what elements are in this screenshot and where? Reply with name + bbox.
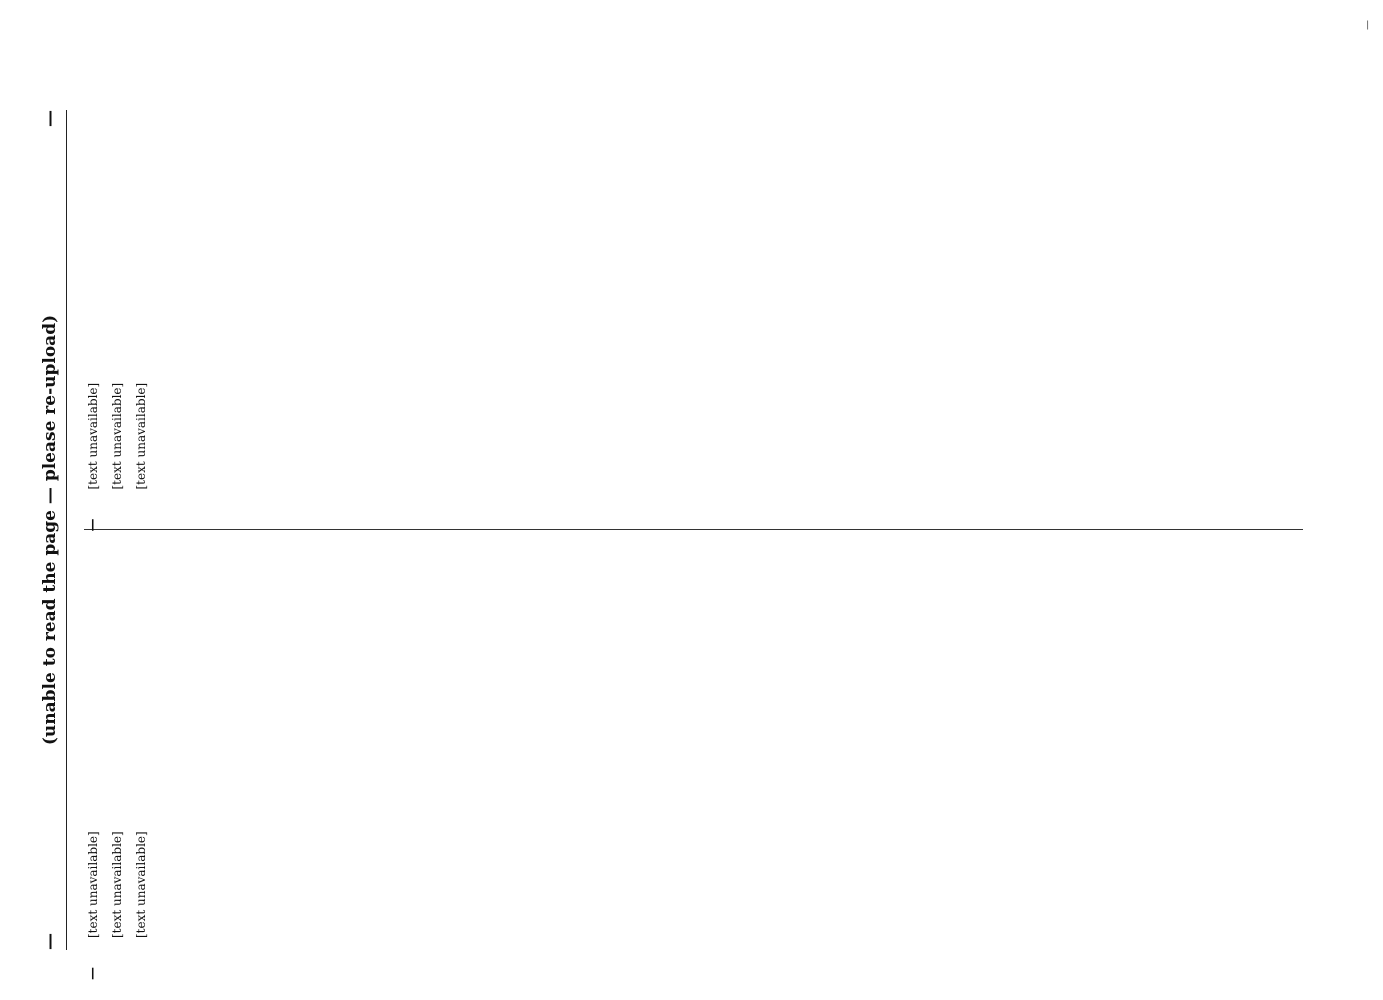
left-paragraph: [text unavailable] (134, 831, 148, 938)
page-number: — (40, 933, 60, 950)
left-paragraph: [text unavailable] (110, 831, 124, 938)
column-divider (84, 530, 1303, 531)
margin-marker: — (85, 967, 100, 980)
columns (84, 110, 1303, 980)
header-date: — (40, 110, 60, 127)
margin-marker: — (85, 518, 100, 532)
side-note (1355, 0, 1375, 1000)
page-header (40, 110, 67, 950)
right-paragraph: [text unavailable] (86, 382, 100, 490)
right-paragraph: [text unavailable] (134, 382, 148, 490)
header-title: (unable to read the page — please re-upload) (40, 314, 60, 746)
right-column (84, 110, 1303, 532)
left-paragraph: [text unavailable] (86, 831, 100, 938)
page-content (40, 110, 1303, 980)
side-note-text: — (1362, 20, 1373, 30)
right-paragraph: [text unavailable] (110, 382, 124, 490)
left-column (84, 559, 1303, 980)
